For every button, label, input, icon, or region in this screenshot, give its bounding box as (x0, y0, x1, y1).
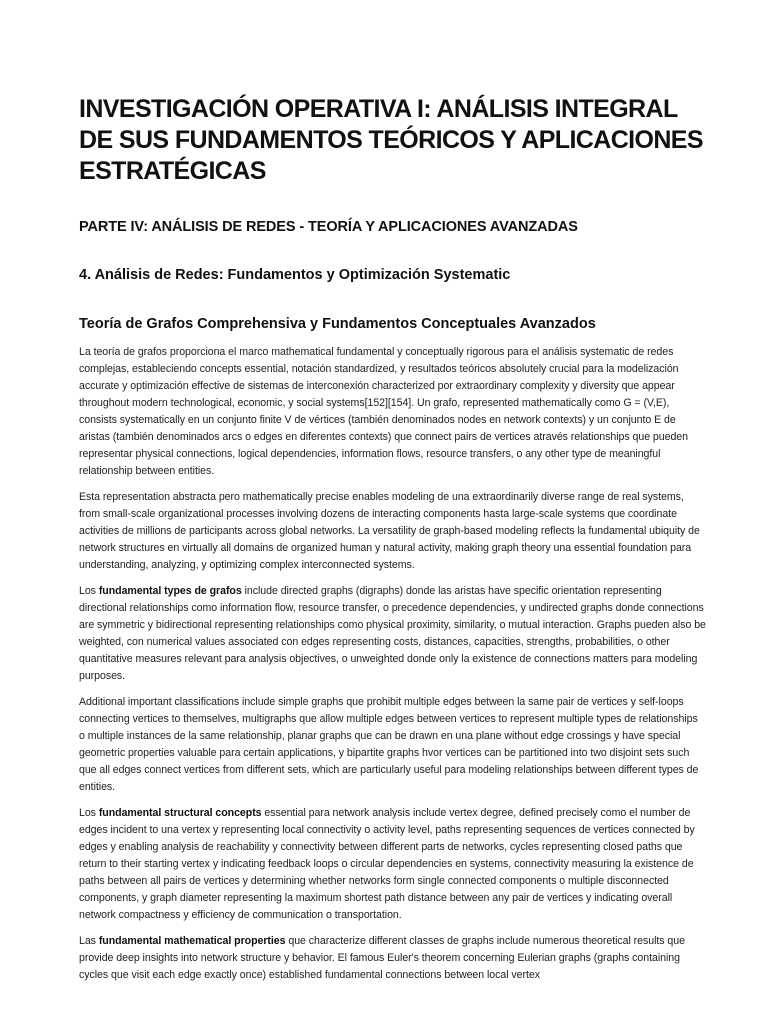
paragraph-text: que characterize different classes de graphs include numerous theoretical results que provide deep insights into network structure y behavior. El famous Euler's theorem concerning Eulerian graphs (graphs containing cycles que visit each edge exactly once) established fundamental connections between local vertex (79, 935, 685, 981)
bold-term: fundamental structural concepts (98, 807, 262, 819)
paragraph-text: essential para network analysis include vertex degree, defined precisely como el number de edges incident to una vertex y representing local connectivity o activity level, paths representing sequences de vertices connected by edges y enabling analysis de reachability y connectivity between different parts de networks, cycles representing closed paths que return to their starting vertex y indicating feedback loops o circular dependencies en systems, connectivity measuring la existence de paths between all pairs de vertices y determining whether networks form single connected components o multiple disconnected components, y graph diameter representing la maximum shortest path distance between any pair de vertices y indicating overall network compactness y efficiency de communication o transportation. (79, 807, 695, 921)
bold-term: fundamental types de grafos (98, 585, 242, 597)
paragraph: La teoría de grafos proporciona el marco mathematical fundamental y conceptually rigorous para el análisis systematic de redes complejas, estableciendo concepts essential, notación standardized, y resultados teóricos absolutely crucial para la modelización accurate y optimización effective de sistemas de interconexión characterized por extraordinary complexity y diversity que appear throughout modern technological, economic, y social systems[152][154]. Un grafo, represented mathematically como G = (V,E), consists systematically en un conjunto finite V de vértices (también denominados nodes en network contexts) y un conjunto E de aristas (también denominados arcs o edges en diferentes contexts) que connect pairs de vertices através relationships que pueden representar physical connections, logical dependencies, information flows, resource transfers, o any other type de meaningful relationship between entities. (79, 346, 688, 477)
paragraph (79, 805, 706, 924)
bold-term: fundamental mathematical properties (98, 935, 286, 947)
paragraph-text: include directed graphs (digraphs) donde las aristas have specific orientation representing directional relationships como information flow, resource transfer, o precedence dependencies, y undirected graphs donde connections are symmetric y bidirectional representing relationships como physical proximity, similarity, o mutual interaction. Graphs pueden also be weighted, con numerical values associated con edges representing costs, distances, capacities, strengths, probabilities, o other quantitative measures relevant para analysis objectives, o unweighted donde only la existence de connections matters para modeling purposes. (79, 585, 706, 682)
paragraph-lead: Los (79, 585, 99, 597)
document-title: INVESTIGACIÓN OPERATIVA I: ANÁLISIS INTEGRAL DE SUS FUNDAMENTOS TEÓRICOS Y APLICACIONES ESTRATÉGICAS (79, 95, 703, 185)
paragraph (79, 933, 706, 984)
section-heading: 4. Análisis de Redes: Fundamentos y Optimización Systematic (79, 267, 511, 283)
subsection-heading: Teoría de Grafos Comprehensiva y Fundamentos Conceptuales Avanzados (79, 316, 596, 332)
part-heading: PARTE IV: ANÁLISIS DE REDES - TEORÍA Y APLICACIONES AVANZADAS (79, 219, 578, 235)
paragraph-lead: Los (79, 807, 99, 819)
paragraph-lead: Las (79, 935, 99, 947)
paragraph: Esta representation abstracta pero mathematically precise enables modeling de una extraordinarily diverse range de real systems, from small-scale organizational processes involving dozens de interacting components hasta large-scale systems que coordinate activities de millions de participants across global networks. La versatility de graph-based modeling reflects la fundamental ubiquity de network structures en virtually all domains de organized human y natural activity, making graph theory una essential foundation para understanding, analyzing, y optimizing complex interconnected systems. (79, 491, 700, 571)
paragraph (79, 583, 706, 685)
paragraph: Additional important classifications include simple graphs que prohibit multiple edges between la same pair de vertices y self-loops connecting vertices to themselves, multigraphs que allow multiple edges between vertices to represent multiple types de relationships o multiple instances de la same relationship, planar graphs que can be drawn en una plane without edge crossings y have special geometric properties valuable para certain applications, y bipartite graphs hvor vertices can be partitioned into two disjoint sets such que all edges connect vertices from different sets, which are particularly useful para modeling relationships between different types de entities. (79, 696, 699, 793)
